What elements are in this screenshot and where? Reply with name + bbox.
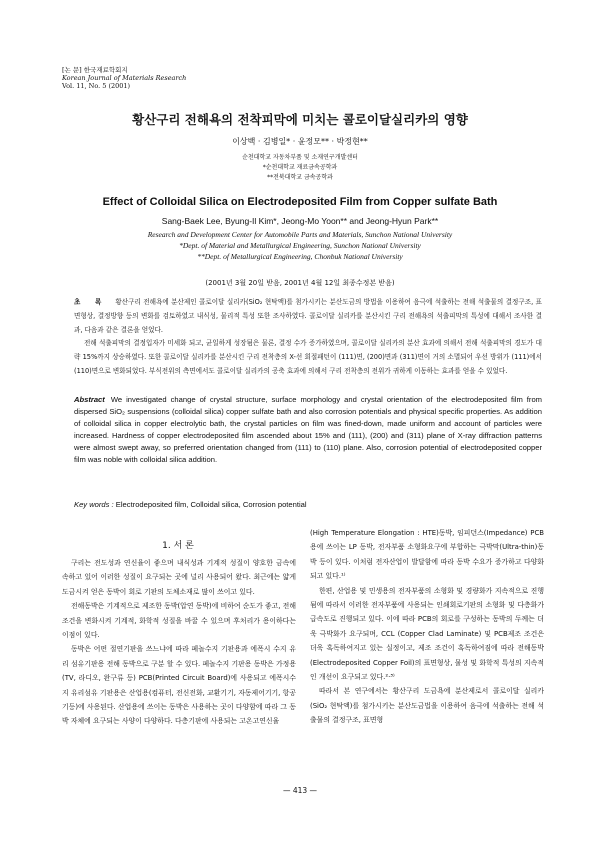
korean-authors: 이상백 · 김병일* · 윤정모** · 박정현** — [232, 137, 368, 146]
journal-volume: Vol. 11, No. 5 (2001) — [62, 82, 131, 90]
right-column — [310, 526, 544, 728]
journal-header — [62, 66, 186, 90]
english-authors: Sang-Baek Lee, Byung-Il Kim*, Jeong-Mo Yoon** and Jeong-Hyun Park** — [161, 216, 439, 226]
right-paragraph: 따라서 본 연구에서는 황산구리 도금욕에 분산제로서 콜로이달 실리카(SiO₂ 현탁액)를 첨가시키는 분산도금법을 이용하여 음극에 석출하는 전해 석출물의 결정구조, 표면형 — [310, 687, 544, 725]
right-paragraph: (High Temperature Elongation : HTE)동박, 임피던스(Impedance) PCB용에 쓰이는 LP 동박, 전자부품 소형화요구에 부합하는 극박막(Ultra-thin)동박 등이 있다. 이처럼 전자산업이 발달함에 따라 동박 수요가 증가하고 다양화되고 있다.¹⁾ — [310, 529, 544, 581]
korean-abstract-para-2: 전해 석출피막의 결정입자가 미세화 되고, 균일하게 성장됨은 물론, 결정 수가 증가하였으며, 콜로이달 실리카의 분산 효과에 의해서 전해 석출피막의 경도가 대략 15%까지 상승하였다. 또한 콜로이달 실리카를 분산시킨 구리 전착층의 X-선 회절패턴이 (111)면, (200)면과 (311)면이 거의 소멸되어 우선 방위가 (111)에서 (110)면으로 변화되었다. 부식전위의 측면에서도 콜로이달 실리카의 공축 효과에 의해서 구리 전착층의 전위가 귀하게 이동하는 효과를 얻을 수 있었다. — [74, 339, 542, 375]
journal-name-ko: [논 문] 한국재료학회지 — [62, 66, 128, 74]
received-dates: (2001년 3월 20일 받음, 2001년 4월 12일 최종수정본 받음) — [205, 279, 395, 287]
english-abstract-text: We investigated change of crystal structure, surface morphology and crystal orientation of the electrodeposited film from dispersed SiO₂ suspensions (colloidal silica) copper sulfate bath and also corrosion potentials and physical specific properties. As addition of colloidal silica in copper electrolytic bath, the crystal particles on film was fined-down, made uniform and account of particles were increased. Hardness of copper electrodeposited film ascended about 15% and (111), (200) and (311) plane of X-ray diffraction patterns were almost swept away, so preferred orientation changed from (111) to (110) plane. Also, corrosion potential of electrodeposited copper film was noble with colloidal silica addition. — [74, 395, 542, 465]
english-abstract — [74, 394, 542, 467]
korean-affiliation-2: *순천대학교 재료금속공학과 — [262, 164, 338, 171]
english-affiliation-3: **Dept. of Metallurgical Engineering, Chonbuk National University — [197, 252, 403, 261]
keywords — [74, 500, 542, 509]
english-title: Effect of Colloidal Silica on Electrodeposited Film from Copper sulfate Bath — [102, 196, 498, 208]
korean-affiliation-1: 순천대학교 자동차부품 및 소재연구개발센터 — [242, 154, 358, 161]
korean-abstract-text-1: 황산구리 전해욕에 분산제인 콜로이달 실리카(SiO₂ 현탁액)를 첨가시키는 분산도금의 방법을 이용하여 음극에 석출하는 전해 석출물의 결정구조, 표면형상, 결정방향 등의 변화를 검토하였고 내식성, 물리적 특성 또한 조사하였다. 콜로이달 실리카를 분산시킨 구리 전해욕의 석출피막의 특성에 대해서 조사한 결과, 다음과 같은 결론을 얻었다. — [74, 298, 542, 334]
korean-abstract-label: 초 록 — [74, 298, 108, 306]
korean-title: 황산구리 전해욕의 전착피막에 미치는 콜로이달실리카의 영향 — [132, 112, 468, 127]
korean-abstract-para-1 — [74, 296, 542, 337]
english-abstract-label: Abstract — [74, 395, 105, 404]
keywords-label: Key words : — [74, 500, 114, 509]
english-affiliation-1: Research and Development Center for Automobile Parts and Materials, Sunchon National University — [147, 230, 453, 239]
page-number: — 413 — — [282, 786, 318, 795]
right-paragraph: 한편, 산업용 및 민생용의 전자부품의 소형화 및 경량화가 지속적으로 진행됨에 따라서 이러한 전자부품에 사용되는 인쇄회로기판의 소형화 및 다층화가 급속도로 진행되고 있다. 이에 따라 PCB의 회로를 구성하는 동박의 두께는 더욱 극박화가 요구되며, CCL (Copper Clad Laminate) 및 PCB제조 조건은 더욱 혹독하여지고 있는 실정이고, 제조 조건이 혹독하여짐에 따라 전해동박(Electrodeposited Copper Foil)의 표면형상, 물성 및 화학적 특성의 지속적인 개선이 요구되고 있다.²·³⁾ — [310, 586, 544, 682]
english-affiliation-2: *Dept. of Material and Metallurgical Engineering, Sunchon National University — [179, 241, 421, 250]
keywords-text: Electrodeposited film, Colloidal silica, Corrosion potential — [115, 500, 307, 509]
left-paragraph: 구리는 전도성과 연신율이 좋으며 내식성과 기계적 성질이 양호한 금속에 속하고 있어 이러한 성질이 요구되는 곳에 널리 사용되어 왔다. 최근에는 얇게 도금시켜 얻은 동박이 회로 기판의 도체소재로 많이 쓰이고 있다. — [62, 559, 296, 596]
left-paragraph: 전해동박은 기계적으로 제조한 동박(압연 동박)에 비하여 순도가 좋고, 전해조건을 변화시켜 기계적, 화학적 성질을 바꿀 수 있으며 후처리가 용이하다는 이점이 있다. — [62, 602, 296, 640]
section-title: 1. 서 론 — [162, 541, 194, 551]
left-paragraph: 동박은 어떤 절연기판을 쓰느냐에 따라 페놀수지 기판용과 에폭시 수지 유리 섬유기판용 전해 동박으로 구분 할 수 있다. 페놀수지 기판용 동박은 가정용(TV, 라디오, 완구류 등) PCB(Printed Circuit Board)에 사용되고 에폭시수지 유리섬유 기판용은 산업용(컴퓨터, 전신전화, 교환기기, 자동제어기기, 항공기등)에 사용된다. 산업용에 쓰이는 동박은 사용하는 곳이 다양함에 따라 그 동박 자체에 요구되는 사양이 다양하다. 다층기판에 사용되는 고온고연신율 — [62, 645, 296, 726]
korean-abstract — [74, 296, 542, 379]
journal-name-en: Korean Journal of Materials Research — [62, 74, 187, 82]
left-column — [62, 556, 296, 729]
korean-affiliation-3: **전북대학교 금속공학과 — [267, 174, 333, 181]
